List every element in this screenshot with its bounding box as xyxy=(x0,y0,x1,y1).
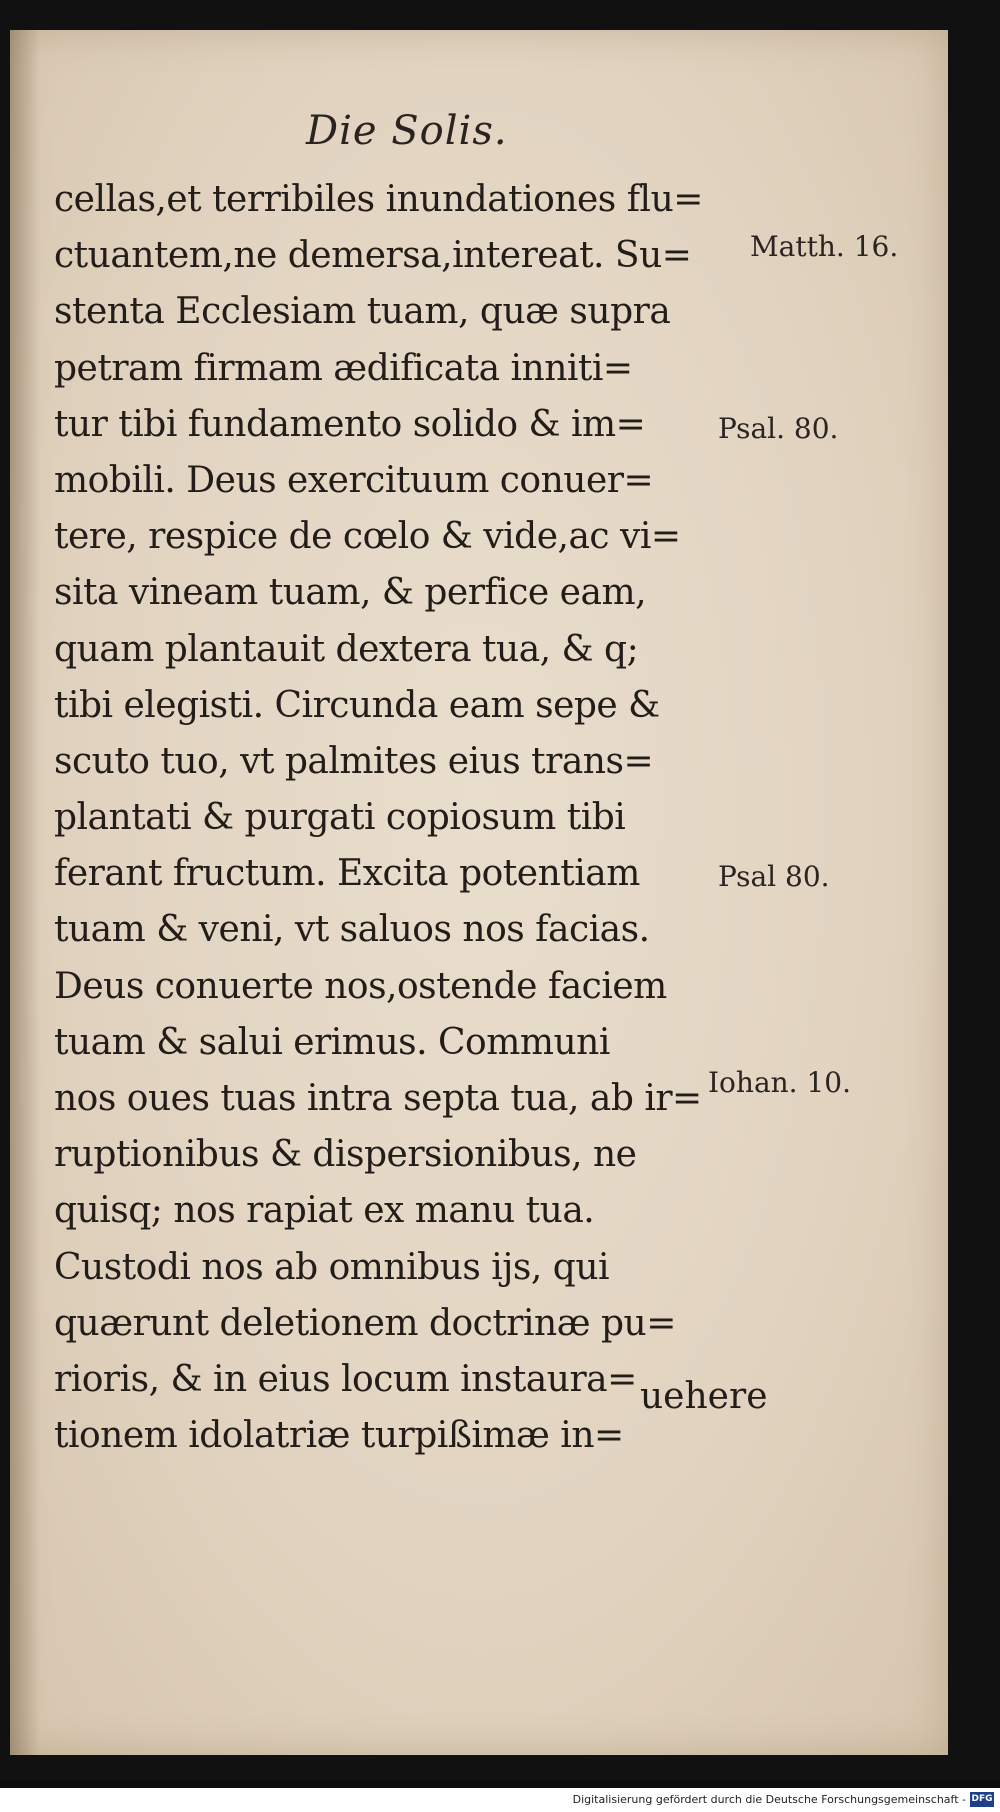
text-line: tere, respice de cœlo & vide,ac vi= xyxy=(54,516,681,558)
margin-note-psal-1: Psal. 80. xyxy=(718,412,839,445)
text-line: Deus conuerte nos,ostende faciem xyxy=(54,965,667,1007)
text-line: mobili. Deus exercituum conuer= xyxy=(54,459,654,501)
footer-credit: Digitalisierung gefördert durch die Deutsche Forschungsgemeinschaft - xyxy=(572,1793,966,1806)
text-line: tur tibi fundamento solido & im= xyxy=(54,403,646,445)
text-line: ferant fructum. Excita potentiam xyxy=(54,853,640,895)
text-line: sita vineam tuam, & perfice eam, xyxy=(54,572,647,614)
text-line: Custodi nos ab omnibus ijs, qui xyxy=(54,1246,610,1288)
text-line: nos oues tuas intra septa tua, ab ir= xyxy=(54,1078,702,1119)
text-line: cellas,et terribiles inundationes flu= xyxy=(54,179,703,220)
text-line: quisq; nos rapiat ex manu tua. xyxy=(54,1190,595,1232)
text-line: tibi elegisti. Circunda eam sepe & xyxy=(54,684,660,726)
catchword: uehere xyxy=(640,1376,768,1417)
text-line: petram firmam ædificata inniti= xyxy=(54,347,633,389)
text-line: plantati & purgati copiosum tibi xyxy=(54,797,626,839)
margin-note-iohan: Iohan. 10. xyxy=(708,1066,852,1099)
footer-bar xyxy=(0,1788,1000,1812)
margin-note-matth: Matth. 16. xyxy=(750,230,899,263)
text-line: tuam & veni, vt saluos nos facias. xyxy=(54,909,650,951)
text-line: scuto tuo, vt palmites eius trans= xyxy=(54,740,654,782)
text-line: stenta Ecclesiam tuam, quæ supra xyxy=(54,291,671,333)
text-line: ctuantem,ne demersa,intereat. Su= xyxy=(54,235,692,277)
dfg-logo-icon: DFG xyxy=(970,1792,994,1807)
text-line: rioris, & in eius locum instaura= xyxy=(54,1358,637,1400)
text-line: quam plantauit dextera tua, & q; xyxy=(54,628,639,670)
margin-note-psal-2: Psal 80. xyxy=(718,860,830,893)
text-line: ruptionibus & dispersionibus, ne xyxy=(54,1134,637,1176)
book-page xyxy=(10,30,948,1755)
text-line: tionem idolatriæ turpißimæ in= xyxy=(54,1415,624,1457)
text-block xyxy=(54,172,764,1464)
text-line: tuam & salui erimus. Communi xyxy=(54,1021,610,1063)
running-head: Die Solis. xyxy=(306,108,508,154)
text-line: quærunt deletionem doctrinæ pu= xyxy=(54,1302,676,1344)
spine-shadow xyxy=(10,30,40,1755)
